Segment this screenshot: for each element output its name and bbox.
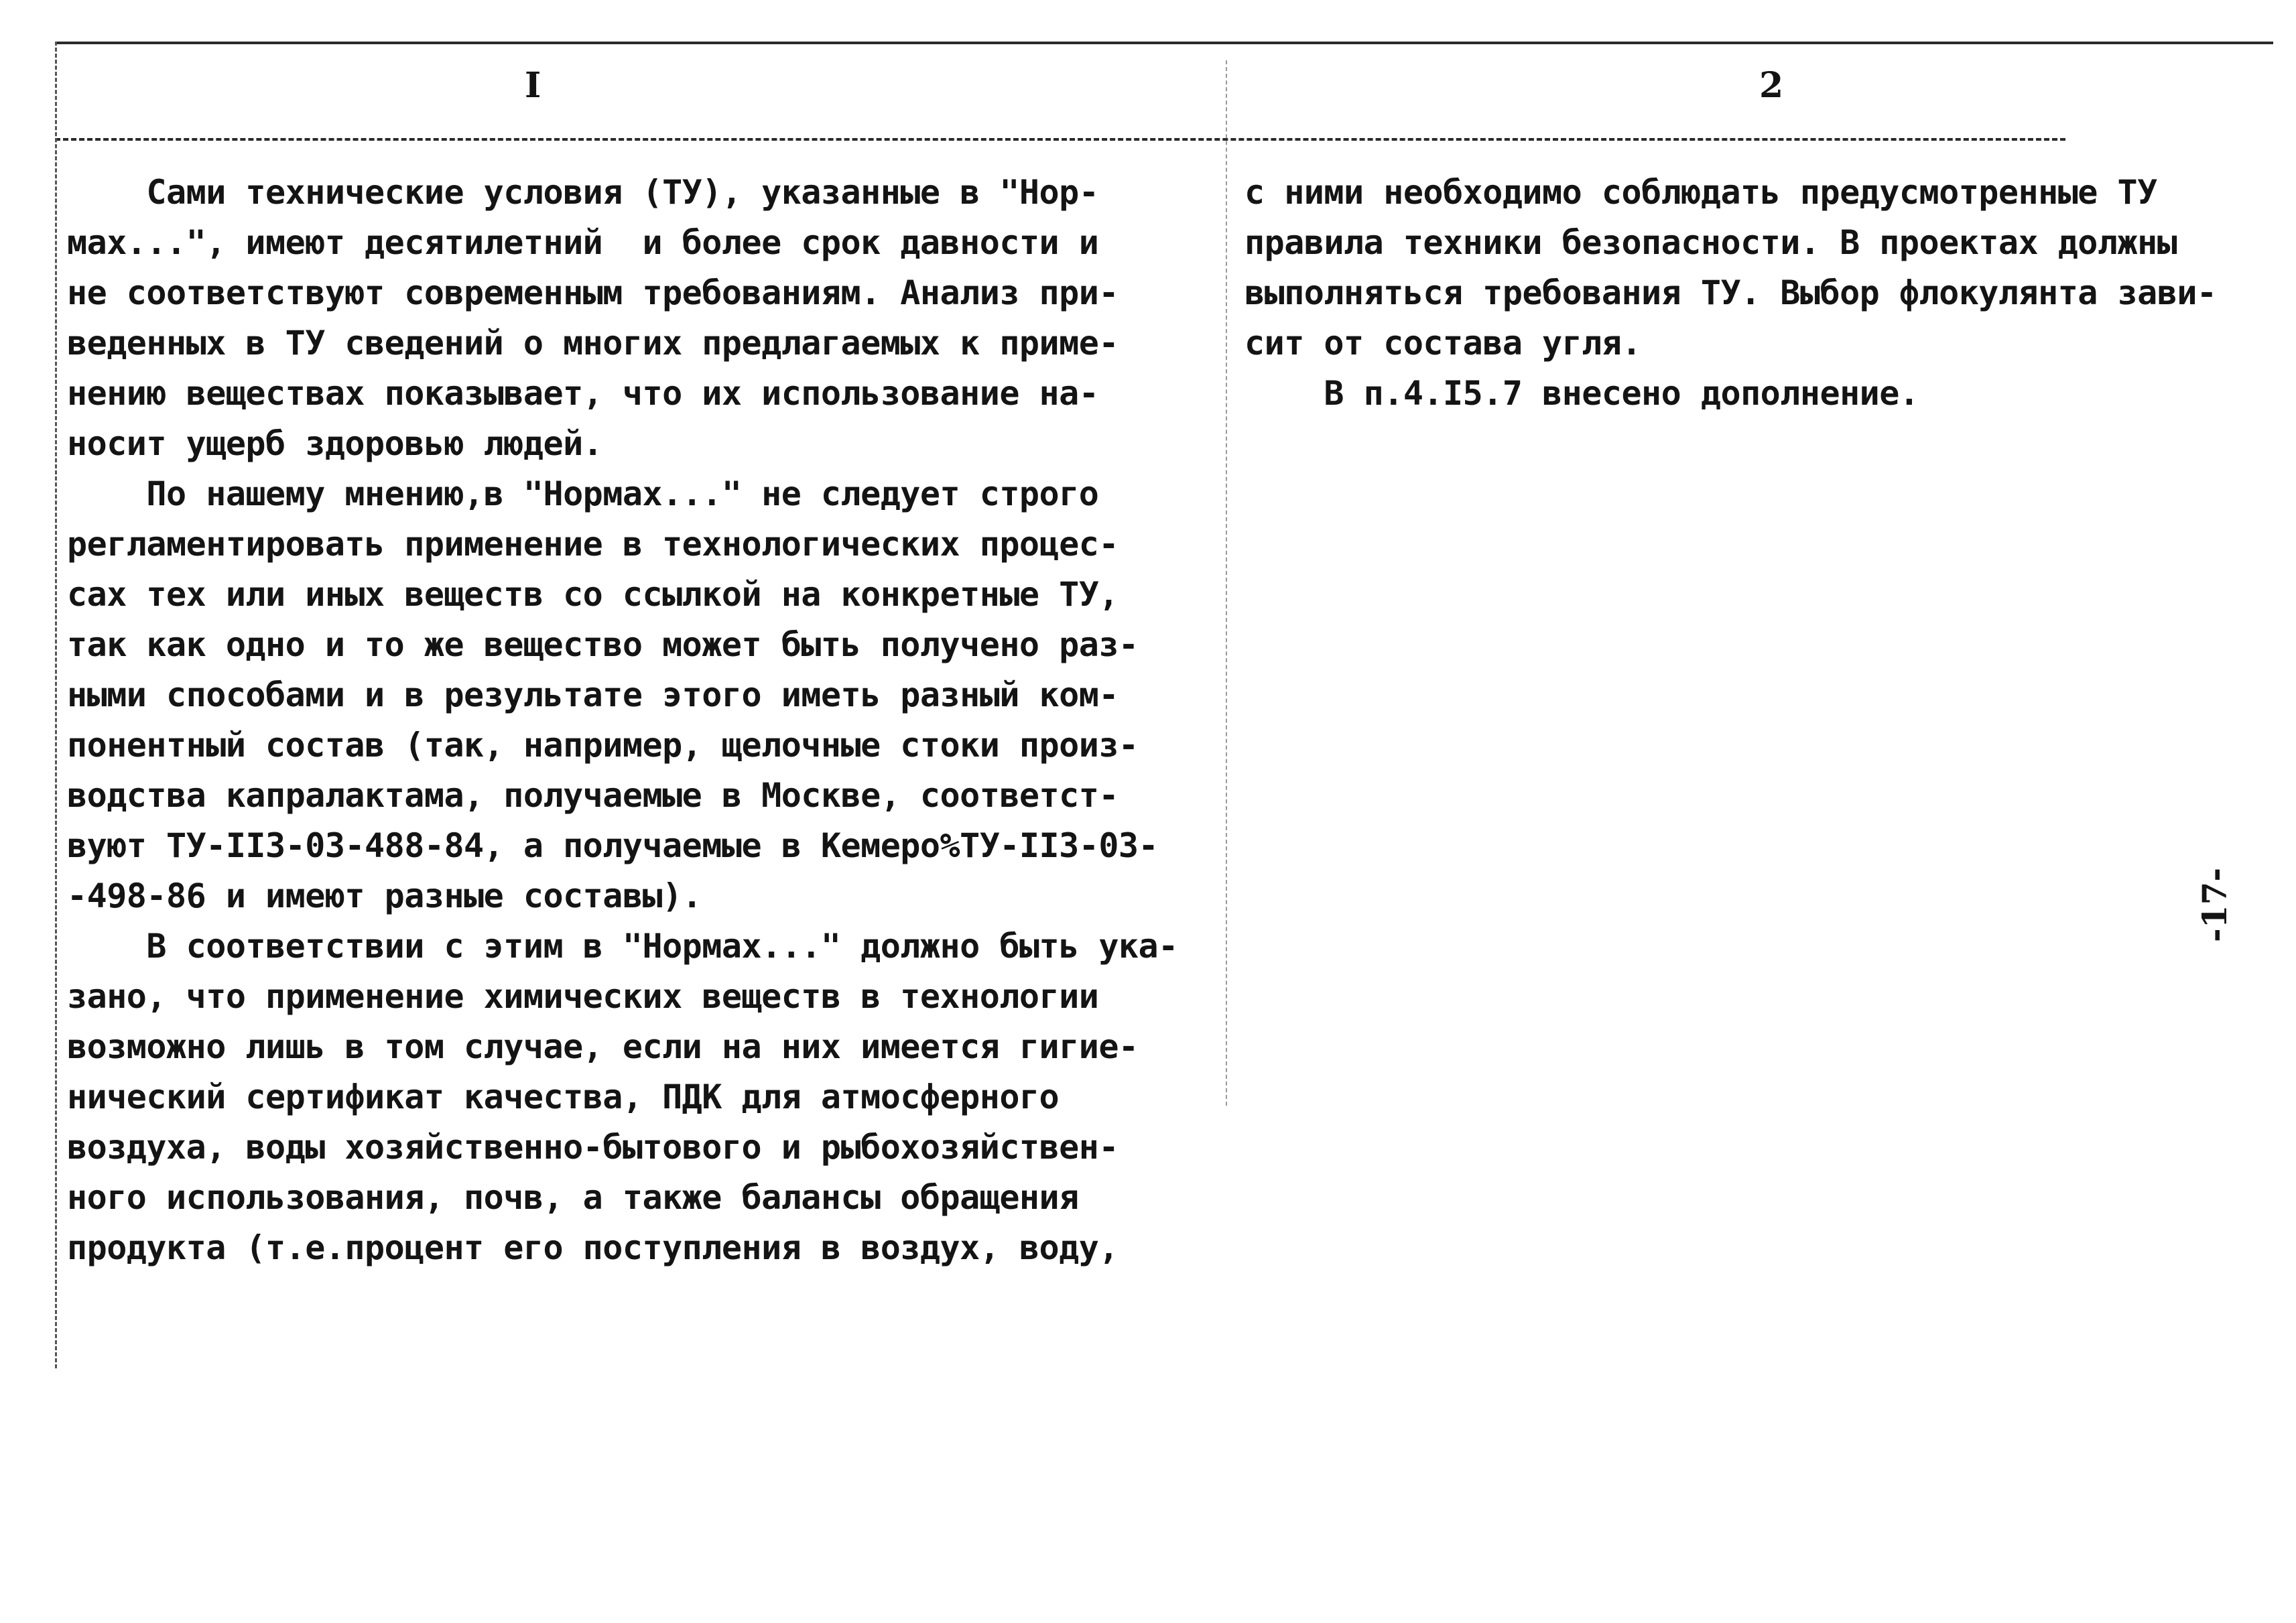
- text-line: мах...", имеют десятилетний и более срок давности и: [67, 223, 1099, 262]
- column-header-2: 2: [1759, 65, 1784, 106]
- text-line: ного использования, почв, а также балансы обращения: [67, 1178, 1079, 1217]
- text-line: ными способами и в результате этого иметь разный ком-: [67, 675, 1119, 714]
- text-line: вуют ТУ-II3-03-488-84, а получаемые в Кемеро%ТУ-II3-03-: [67, 826, 1159, 865]
- text-line: водства капралактама, получаемые в Москве, соответст-: [67, 776, 1119, 815]
- text-line: так как одно и то же вещество может быть получено раз-: [67, 625, 1139, 664]
- text-line: нический сертификат качества, ПДК для атмосферного: [67, 1078, 1060, 1116]
- text-line: с ними необходимо соблюдать предусмотренные ТУ: [1245, 173, 2157, 212]
- text-line: возможно лишь в том случае, если на них имеется гигие-: [67, 1027, 1139, 1066]
- text-line: нению веществах показывает, что их использование на-: [67, 374, 1099, 413]
- text-line: продукта (т.е.процент его поступления в воздух, воду,: [67, 1228, 1119, 1267]
- table-top-border: [55, 42, 2273, 44]
- left-column-text: [67, 168, 1178, 1273]
- page-number: -17-: [2195, 867, 2234, 942]
- text-line: В п.4.I5.7 внесено дополнение.: [1245, 374, 1919, 413]
- text-line: регламентировать применение в технологических процес-: [67, 525, 1119, 564]
- table-header-border: [55, 138, 2065, 141]
- text-line: сит от состава угля.: [1245, 324, 1642, 363]
- text-line: веденных в ТУ сведений о многих предлагаемых к приме-: [67, 324, 1119, 363]
- text-line: понентный состав (так, например, щелочные стоки произ-: [67, 726, 1139, 765]
- text-line: сах тех или иных веществ со ссылкой на конкретные ТУ,: [67, 575, 1119, 614]
- text-line: -498-86 и имеют разные составы).: [67, 877, 702, 915]
- table-left-border: [55, 42, 57, 1368]
- text-line: Сами технические условия (ТУ), указанные в "Нор-: [67, 173, 1099, 212]
- text-line: В соответствии с этим в "Нормах..." должно быть ука-: [67, 927, 1178, 966]
- text-line: носит ущерб здоровью людей.: [67, 424, 603, 463]
- text-line: правила техники безопасности. В проектах должны: [1245, 223, 2177, 262]
- column-header-1: I: [525, 65, 541, 106]
- text-line: зано, что применение химических веществ в технологии: [67, 977, 1099, 1016]
- text-line: По нашему мнению,в "Нормах..." не следует строго: [67, 474, 1099, 513]
- text-line: выполняться требования ТУ. Выбор флокулянта зави-: [1245, 273, 2217, 312]
- text-line: не соответствуют современным требованиям. Анализ при-: [67, 273, 1119, 312]
- column-divider: [1226, 60, 1227, 1106]
- right-column-text: [1245, 168, 2217, 419]
- text-line: воздуха, воды хозяйственно-бытового и рыбохозяйствен-: [67, 1128, 1119, 1167]
